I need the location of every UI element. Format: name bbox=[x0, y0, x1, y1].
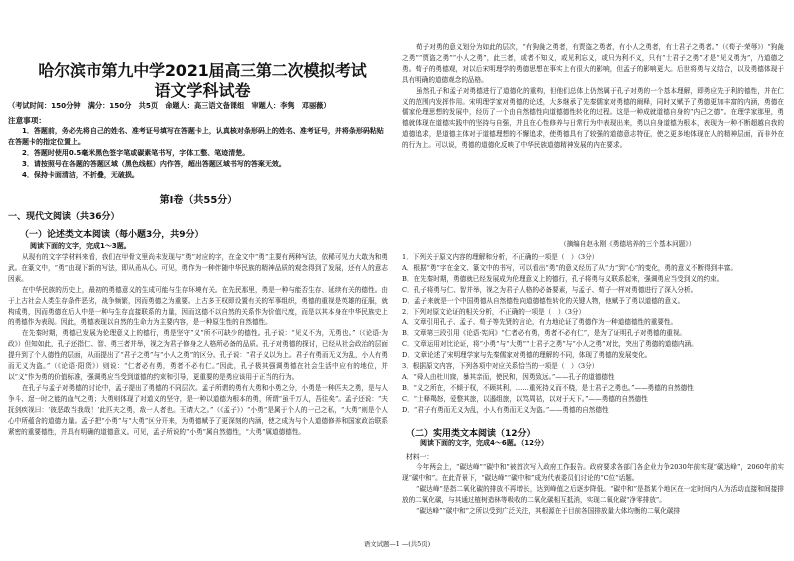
paragraph: 今年两会上，“碳达峰”“碳中和”被首次写入政府工作报告。政府要求各部门各企业力争2030年前实现“碳达峰”，2060年前实现“碳中和”。在此背景下，“碳达峰”“碳中和”成为代表委员们讨论的“C位”话题。 bbox=[402, 463, 784, 482]
notice-item: 1．答题前，务必先将自己的姓名、准考证号填写在答题卡上，认真核对条形码上的姓名、准考证号，并将条形码粘贴在答题卡的指定位置上。 bbox=[8, 127, 384, 146]
notice-list bbox=[8, 126, 386, 181]
paragraph: 虽然孔子和孟子对勇德进行了道德化的重构，但他们总体上仍然属于孔子对勇的一个基本理解，即勇应先于利的德性，并在仁义的范围内发挥作用。宋明理学家对勇德的论述，大多继承了先秦儒家对勇德的阐释，同时又赋予了勇德更加丰富的内涵，勇德在儒家伦理思想的发展中，经历了一个由自然德性向道德德性转化的过程。这是一种成就道德自身的“内己之德”。在理学家那里，勇德就体现在道德实践中的坚持与自强，并且在心性修养与日常行为中表现出来，勇以自身道德为根本，表现为一种不断超越自我的道德追求，是道德主体对于道德理想的不懈追求，使勇德具有了较强的道德意志特征，使之更多地体现在人的精神层面，而非外在的行为上。可以说，勇德的道德化反映了中华民族道德精神发展的内在要求。 bbox=[402, 86, 784, 150]
paragraph: “碳达峰”“碳中和”之所以受到广泛关注，其根源在于目前各国排放量大体均衡的二氧化碳排 bbox=[416, 506, 681, 515]
subsection-heading: （一）论述类文本阅读（每小题3分，共9分） bbox=[20, 230, 204, 240]
exam-subtitle: 语文学科试卷 bbox=[154, 81, 251, 100]
question-line: A．“舜人由杜川寐，暴其亲而，使民和，因勇致远。”——孔子的道德德性 bbox=[402, 372, 615, 381]
question-line: B．在先秦时期，勇德就已经发展成为伦理意义上的德行，孔子将勇与义联系起来，强调勇应当受到义的约束。 bbox=[402, 274, 724, 283]
question-line: B．“义之所在，不倾于权，不顾其利，……重死持义而不桡，是士君子之勇也。”——勇德的自然德性 bbox=[402, 383, 694, 392]
source-citation: （摘编自赵永刚《勇德培养的三个基本问题》） bbox=[560, 240, 696, 248]
passage-left bbox=[8, 252, 388, 437]
notice-item: 3．请按照号在各题的答题区域（黑色线框）内作答，超出答题区域书写的答案无效。 bbox=[22, 160, 286, 168]
question-line: 3．根据原文内容，下列各项中对应关系恰当的一项是（ ）（3分） bbox=[402, 362, 599, 371]
question-line: 1．下列关于原文内容的理解和分析，不正确的一项是（ ）（3分） bbox=[402, 253, 599, 261]
question-line: D．“君子有勇而无义为乱，小人有勇而无义为盗。”——勇德的自然德性 bbox=[402, 405, 609, 414]
question-line: B．文章第三段引用《论语·宪问》“仁者必有勇，勇者不必有仁”，是为了证明孔子对勇德的重视。 bbox=[402, 329, 687, 338]
page-footer: 语文试题—1 —(共5页) bbox=[363, 540, 431, 548]
exam-title: 哈尔滨市第九中学2021届高三第二次模拟考试 bbox=[38, 61, 367, 80]
paragraph: 在先秦时期，勇德已发展为伦理意义上的德行，勇是坚守“义”所不可缺少的德性。孔子说：“见义不为，无勇也。”（《论语·为政》）但知如此，孔子还指仁、智、勇三者并举，视之为君子修身之人格所必备的品质。孔子对勇德的探讨，已经从社会政治的层面提升到了个人德性的层面，从而提出了“君子之勇”与“小人之勇”的区分。孔子说：“君子义以为上。君子有勇而无义为乱，小人有勇而无义为盗。”（《论语·阳货》）则说：“仁者必有勇，勇者不必有仁。”因此，孔子极其强调勇德在社会生活中应有的地位，并以“义”作为勇的价值标准，强调勇应当受到道德的约束和引导，更重要的是勇应该用于正当的行为。 bbox=[8, 329, 388, 381]
question-line: C．“士释羯怒，爱整其旅，以遏组旅，以笃周祜，以对于天下。”——勇德的自然德性 bbox=[402, 394, 648, 403]
paragraph: 从现有的文字学材料来看，我们在甲骨文里尚未发现与“勇”对应的字，在金文中“勇”主要有两种写法，依稀可见力大敢为和勇武。在篆文中，“勇”由现下新的写法，即从甬从心。可见，勇作为一种伴随中华民族的精神品质的观念得到了发展，还有人的意志因素。 bbox=[8, 253, 388, 283]
reading-instruction-2: 阅读下面的文字，完成4～6题。（12分） bbox=[420, 439, 548, 447]
paragraph: 荀子对勇的意义划分为如此的层次，“有狗彘之勇者，有贾盗之勇者，有小人之勇者，有士君子之勇者。”（《荀子·荣辱》）“狗彘之勇”“贾盗之勇”“小人之勇”，此三者，或者不知义，或见利忘义，或只为利不义，只有“士君子之勇”才是“见义勇为”，乃道德之勇。荀子的勇德观，对以后宋明理学的勇德思想在事实上有很大的影响，但孟子的影响更大。后世将勇与义结合，以及勇德体现于具有明确的道德观念的品格。 bbox=[402, 43, 784, 84]
paragraph: “碳达峰”是指二氧化碳的排放不再增长，达到峰值之后逐步降低。“碳中和”是指某个地区在一定时间内人为活动直接和间接排放的二氧化碳，与其通过植树造林等吸收的二氧化碳相互抵消，实现二氧化碳“净零排放”。 bbox=[402, 484, 784, 504]
question-line: D．文章论述了宋明理学家与先秦儒家对勇德的理解的不同，体现了勇德的发展变化。 bbox=[402, 351, 652, 360]
exam-info: （考试时间：150分钟 满分：150分 共5页 命题人：高三语文备课组 审题人：李隽 邓丽薇） bbox=[8, 101, 331, 110]
material-text bbox=[402, 462, 784, 517]
paragraph: 在孔子与孟子对勇德的讨论中，孟子提出了勇德的不同层次。孟子所谓的勇有大勇和小勇之分，小勇是一种匹夫之勇，是与人争斗、逞一时之能的血气之勇；大勇则体现了对道义的坚守，是一种以道德为根本的勇，所谓“虽千万人，吾往矣”。孟子还说：“夫抚剑疾视曰：‘彼恶敢当我哉！’此匹夫之勇，敌一人者也。王请大之。”（《孟子》）“小勇”是属于个人的一己之私，“大勇”则是个人心中所蕴含的道德力量。孟子把“小勇”与“大勇”区分开来，为勇德赋予了更深刻的内涵，使之成为与个人道德修养和国家政治联系紧密的重要德性，并具有明确的道德意义。可见，孟子所说的“小勇”属自然德性，“大勇”属道德德性。 bbox=[8, 383, 388, 436]
question-line: A．文章引用孔子、孟子、荀子等先贤的言论，有力地论证了勇德作为一种道德德性的重要性。 bbox=[402, 318, 678, 327]
material-label: 材料一： bbox=[406, 453, 434, 461]
question-line: D．孟子来就是一个中国勇德从自然德性向道德德性转化的关键人物，他赋予了勇以道德的意义。 bbox=[402, 296, 685, 305]
question-line: A．根据“勇”字在金文、篆文中的书写，可以看出“勇”的意义经历了从“力”到“心”的变化，勇的意义不断得到丰富。 bbox=[402, 263, 738, 272]
paragraph: 在中华民族的历史上，最初的勇德意义的生成可能与生存环境有关。在先民那里，勇是一种与能否生存、延续有关的德性。由于上古社会人类生存条件恶劣，战争频繁，因而勇德之为重要。上古多王权即设置有关的军事组织，勇德的重视是英雄的征服，就构成勇，因而勇德在后人中是一种与生存直接联系的力量，因而这德不以自然的关系作为价值尺度，而是以其本身在中华民族史上的勇德作为表现。因此，勇德表现以自然的生命力为主要内容，是一种原生性的自然德性。 bbox=[8, 285, 388, 327]
subsection-heading-2: （二）实用类文本阅读（12分） bbox=[406, 429, 536, 439]
notice-item: 4．保持卡面清洁，不折叠，无破损。 bbox=[22, 171, 139, 179]
section-heading: 一、现代文阅读（共36分） bbox=[8, 212, 120, 222]
notice-item: 2．答题时使用0.5毫米黑色签字笔或碳素笔书写，字体工整、笔迹清楚。 bbox=[22, 149, 250, 157]
reading-instruction: 阅读下面的文字，完成1～3题。 bbox=[30, 242, 131, 250]
question-list bbox=[402, 252, 784, 416]
volume-heading: 第Ⅰ卷（共55分） bbox=[159, 195, 238, 206]
question-line: C．文章运用对比论证，将“小勇”与“大勇”“士君子之勇”与“小人之勇”对比，突出了勇德的道德内涵。 bbox=[402, 340, 698, 349]
notice-heading: 注意事项： bbox=[8, 116, 46, 125]
question-line: C．孔子将勇与仁、智并举，视之为君子人格的必备要素，与孟子、荀子一样对勇德进行了深入分析。 bbox=[402, 285, 698, 294]
question-line: 2．下列对原文论证的相关分析，不正确的一项是（ ）（3分） bbox=[402, 307, 586, 316]
passage-right bbox=[402, 42, 784, 151]
